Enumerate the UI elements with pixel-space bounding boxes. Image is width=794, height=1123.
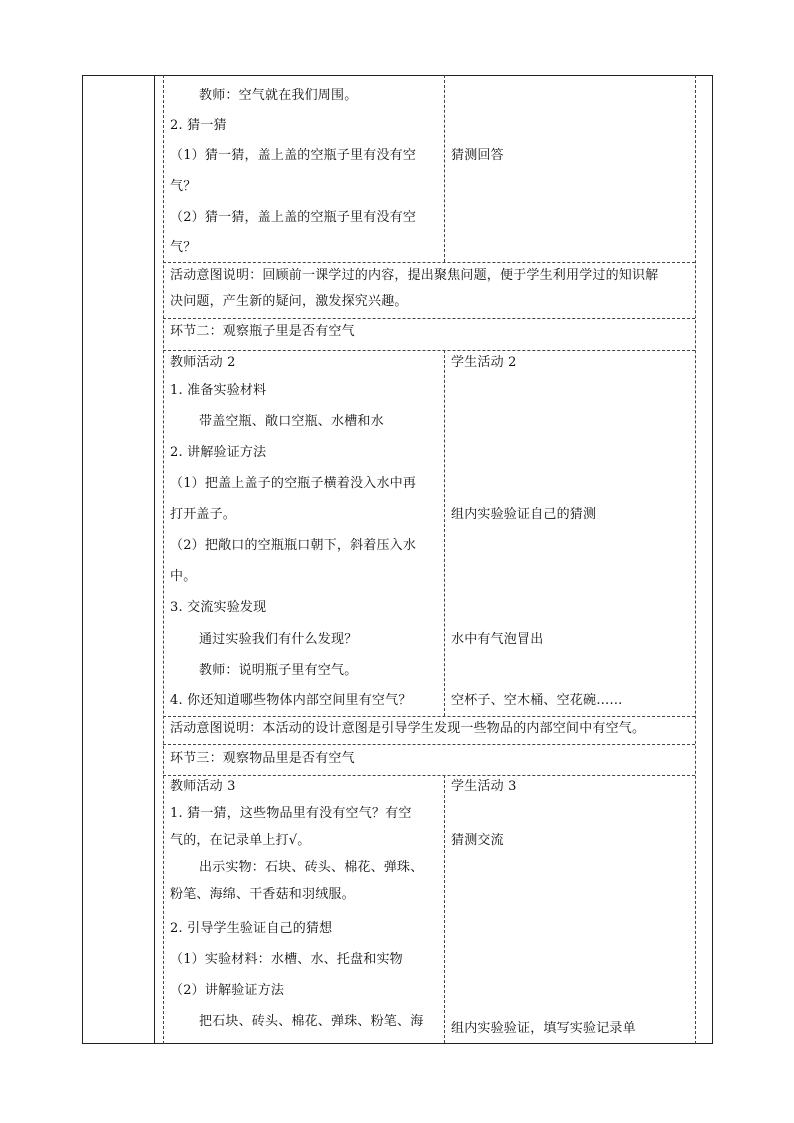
row-divider — [163, 262, 695, 263]
s1-left-line: 气？ — [170, 240, 197, 255]
s3-left-line: 出示实物：石块、砖头、棉花、弹珠、 — [199, 860, 424, 875]
s2-left-line: 1. 准备实验材料 — [170, 383, 267, 398]
section2-mid-dashed — [444, 350, 445, 716]
table-bottom-border — [82, 1043, 713, 1044]
s2-left-line: 4. 你还知道哪些物体内部空间里有空气？ — [170, 693, 412, 708]
row-divider — [163, 775, 695, 776]
inner-right-dashed — [695, 75, 696, 1044]
section3-mid-dashed — [444, 775, 445, 1043]
row-divider — [163, 318, 695, 319]
s2-left-line: 打开盖子。 — [170, 507, 237, 522]
s3-left-line: 1. 猜一猜，这些物品里有没有空气？有空 — [170, 806, 412, 821]
s2-right-line: 空杯子、空木桶、空花碗…… — [451, 693, 623, 708]
row-divider — [163, 350, 695, 351]
s2-right-line: 水中有气泡冒出 — [451, 632, 544, 647]
s2-left-line: 3. 交流实验发现 — [170, 600, 267, 615]
s1-intent-line: 决问题，产生新的疑问，激发探究兴趣。 — [170, 294, 408, 309]
s2-left-line: 通过实验我们有什么发现？ — [199, 632, 358, 647]
table-right-border — [712, 75, 713, 1044]
s3-right-line: 组内实验验证，填写实验记录单 — [451, 1021, 636, 1036]
s3-left-line: 气的，在记录单上打√。 — [170, 833, 311, 848]
s3-left-line: 把石块、砖头、棉花、弹珠、粉笔、海 — [199, 1014, 424, 1029]
s1-intent-line: 活动意图说明：回顾前一课学过的内容，提出聚焦问题，便于学生利用学过的知识解 — [170, 268, 659, 283]
s3-left-line: 2. 引导学生验证自己的猜想 — [170, 921, 333, 936]
s3-left-line: （1）实验材料：水槽、水、托盘和实物 — [170, 952, 403, 967]
s2-left-line: 中。 — [170, 569, 197, 584]
s3-left-line: 粉笔、海绵、干香菇和羽绒服。 — [170, 887, 355, 902]
s2-intent: 活动意图说明：本活动的设计意图是引导学生发现一些物品的内部空间中有空气。 — [170, 721, 646, 736]
s1-left-line: 气？ — [170, 179, 197, 194]
row-divider — [163, 716, 695, 717]
s2-left-line: 教师：说明瓶子里有空气。 — [199, 663, 358, 678]
s2-teacher-title: 教师活动 2 — [170, 355, 236, 370]
s1-left-line: （1）猜一猜，盖上盖的空瓶子里有没有空 — [170, 148, 417, 163]
s1-left-line: 教师：空气就在我们周围。 — [199, 88, 358, 103]
s1-right-line: 猜测回答 — [451, 148, 504, 163]
s3-teacher-title: 教师活动 3 — [170, 779, 236, 794]
s2-right-line: 组内实验验证自己的猜测 — [451, 507, 597, 522]
s1-left-line: 2. 猜一猜 — [170, 118, 227, 133]
s1-left-line: （2）猜一猜，盖上盖的空瓶子里有没有空 — [170, 210, 417, 225]
s2-left-line: （2）把敞口的空瓶瓶口朝下，斜着压入水 — [170, 538, 417, 553]
s2-left-line: 2. 讲解验证方法 — [170, 445, 267, 460]
section1-mid-dashed — [444, 75, 445, 262]
s3-student-title: 学生活动 3 — [451, 779, 517, 794]
s2-left-line: （1）把盖上盖子的空瓶子横着没入水中再 — [170, 476, 417, 491]
inner-left-dashed — [163, 75, 164, 1044]
s2-left-line: 带盖空瓶、敞口空瓶、水槽和水 — [199, 414, 384, 429]
s3-header: 环节三：观察物品里是否有空气 — [170, 751, 355, 766]
table-left-border — [82, 75, 83, 1044]
table-column-divider — [154, 75, 155, 1044]
s3-right-line: 猜测交流 — [451, 833, 504, 848]
s2-student-title: 学生活动 2 — [451, 355, 517, 370]
row-divider — [163, 744, 695, 745]
s2-header: 环节二：观察瓶子里是否有空气 — [170, 324, 355, 339]
s3-left-line: （2）讲解验证方法 — [170, 983, 285, 998]
table-top-border — [82, 75, 713, 76]
